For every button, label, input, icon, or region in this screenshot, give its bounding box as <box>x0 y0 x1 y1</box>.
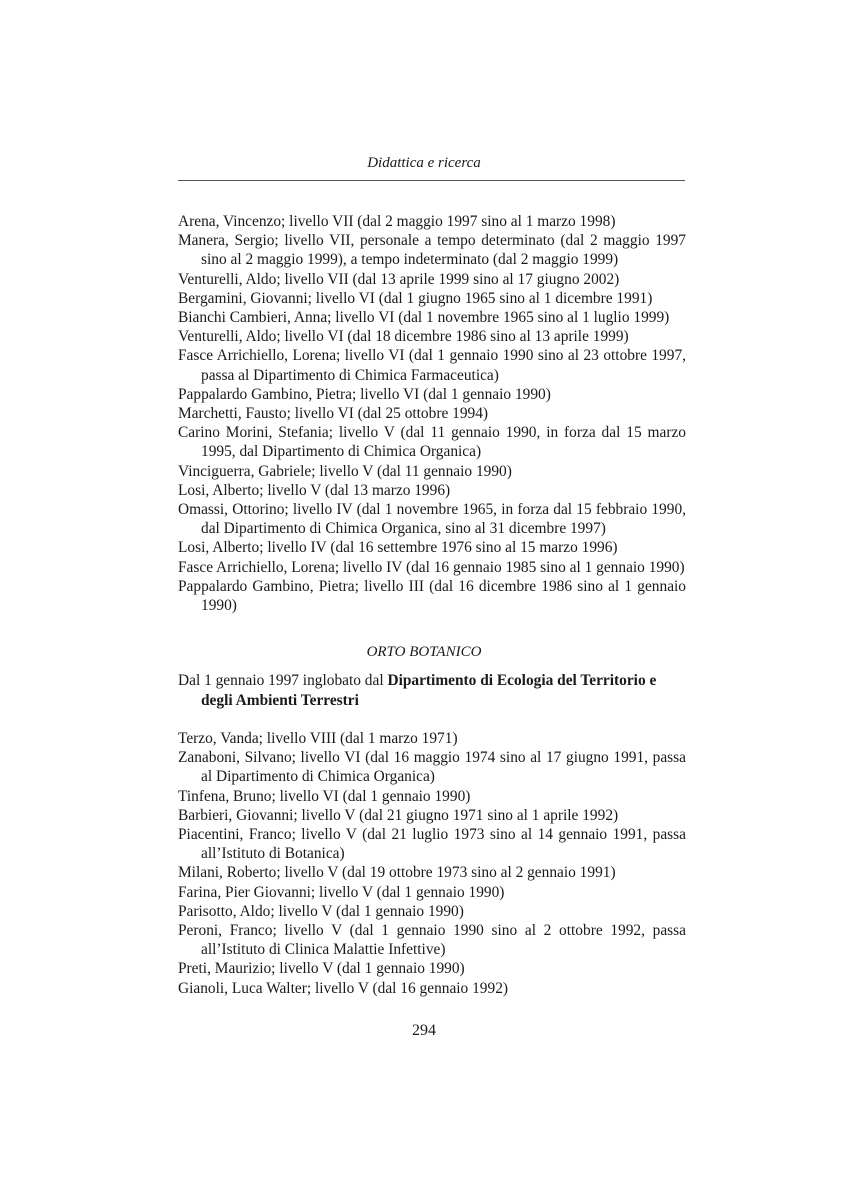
list-item: Losi, Alberto; livello V (dal 13 marzo 1996) <box>178 481 451 499</box>
list-item: Zanaboni, Silvano; livello VI (dal 16 maggio 1974 sino al 17 giugno 1991, passa al Dipartimento di Chimica Organica) <box>178 749 686 786</box>
section-title: ORTO BOTANICO <box>366 644 482 660</box>
list-item: Losi, Alberto; livello IV (dal 16 settembre 1976 sino al 15 marzo 1996) <box>178 539 618 557</box>
list-item: Terzo, Vanda; livello VIII (dal 1 marzo 1971) <box>178 730 458 747</box>
staff-list-2 <box>178 729 686 998</box>
list-item: Peroni, Franco; livello V (dal 1 gennaio 1990 sino al 2 ottobre 1992, passa all’Istituto di Clinica Malattie Infettive) <box>178 922 686 959</box>
list-item: Farina, Pier Giovanni; livello V (dal 1 gennaio 1990) <box>178 883 505 901</box>
list-item: Marchetti, Fausto; livello VI (dal 25 ottobre 1994) <box>178 405 489 423</box>
list-item: Carino Morini, Stefania; livello V (dal 11 gennaio 1990, in forza dal 15 marzo 1995, dal Dipartimento di Chimica Organica) <box>178 424 686 461</box>
list-item: Pappalardo Gambino, Pietra; livello VI (dal 1 gennaio 1990) <box>178 385 551 403</box>
list-item: Gianoli, Luca Walter; livello V (dal 16 gennaio 1992) <box>178 979 509 997</box>
list-item: Tinfena, Bruno; livello VI (dal 1 gennaio 1990) <box>178 787 471 805</box>
list-item: Pappalardo Gambino, Pietra; livello III (dal 16 dicembre 1986 sino al 1 gennaio 1990) <box>178 577 686 615</box>
staff-list-1 <box>178 212 686 615</box>
list-item: Parisotto, Aldo; livello V (dal 1 gennaio 1990) <box>178 902 464 920</box>
list-item: Arena, Vincenzo; livello VII (dal 2 maggio 1997 sino al 1 marzo 1998) <box>178 213 616 230</box>
list-item: Bergamini, Giovanni; livello VI (dal 1 giugno 1965 sino al 1 dicembre 1991) <box>178 289 653 307</box>
list-item: Piacentini, Franco; livello V (dal 21 luglio 1973 sino al 14 gennaio 1991, passa all’Istituto di Botanica) <box>178 826 686 863</box>
list-item: Barbieri, Giovanni; livello V (dal 21 giugno 1971 sino al 1 aprile 1992) <box>178 806 619 824</box>
list-item: Venturelli, Aldo; livello VII (dal 13 aprile 1999 sino al 17 giugno 2002) <box>178 270 620 288</box>
list-item: Omassi, Ottorino; livello IV (dal 1 novembre 1965, in forza dal 15 febbraio 1990, dal Dipartimento di Chimica Organica, sino al 31 dicembre 1997) <box>178 501 686 538</box>
running-header: Didattica e ricerca <box>367 155 481 171</box>
list-item: Milani, Roberto; livello V (dal 19 ottobre 1973 sino al 2 gennaio 1991) <box>178 864 616 882</box>
list-item: Fasce Arrichiello, Lorena; livello IV (dal 16 gennaio 1985 sino al 1 gennaio 1990) <box>178 558 685 576</box>
section-intro <box>178 671 686 710</box>
list-item: Preti, Maurizio; livello V (dal 1 gennaio 1990) <box>178 960 465 978</box>
department-name: Dipartimento di Ecologia del Territorio e degli Ambienti Terrestri <box>201 672 657 709</box>
header-rule <box>178 180 685 181</box>
section-intro-text: Dal 1 gennaio 1997 inglobato dal <box>178 672 388 689</box>
list-item: Fasce Arrichiello, Lorena; livello VI (dal 1 gennaio 1990 sino al 23 ottobre 1997, passa al Dipartimento di Chimica Farmaceutica) <box>178 347 686 384</box>
page-number: 294 <box>412 1022 436 1039</box>
list-item: Venturelli, Aldo; livello VI (dal 18 dicembre 1986 sino al 13 aprile 1999) <box>178 328 629 346</box>
list-item: Manera, Sergio; livello VII, personale a tempo determinato (dal 2 maggio 1997 sino al 2 maggio 1999), a tempo indeterminato (dal 2 maggio 1999) <box>178 232 686 269</box>
list-item: Bianchi Cambieri, Anna; livello VI (dal 1 novembre 1965 sino al 1 luglio 1999) <box>178 309 670 327</box>
list-item: Vinciguerra, Gabriele; livello V (dal 11 gennaio 1990) <box>178 462 512 480</box>
